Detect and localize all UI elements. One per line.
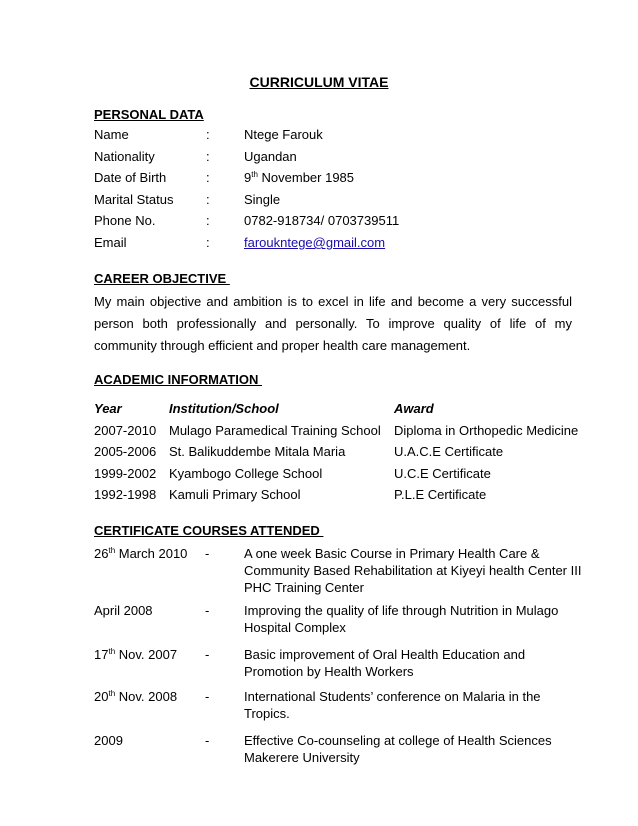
course-dash: - [205,603,210,618]
field-value: 0782-918734/ 0703739511 [244,213,400,228]
course-date-suffix: th [108,689,116,698]
cell-institution: St. Balikuddembe Mitala Maria [169,444,346,459]
personal-row-name [94,126,594,144]
course-date-rest: Nov. 2007 [115,647,178,662]
col-institution: Institution/School [169,401,279,416]
field-value: Ugandan [244,149,297,164]
field-value [244,169,354,187]
personal-data-heading: PERSONAL DATA [94,107,204,122]
page-title: CURRICULUM VITAE [249,74,389,90]
course-date-day: 17 [94,647,109,662]
course-dash: - [205,546,210,561]
field-label: Email [94,235,127,250]
course-date: 2009 [94,733,123,748]
course-date-suffix: th [108,647,116,656]
course-date [94,688,177,705]
field-label: Marital Status [94,192,174,207]
cell-year: 1992-1998 [94,487,157,502]
career-objective-text: My main objective and ambition is to excel in life and become a very successful person both professionally and personally. To improve quality of life of my community through efficient and proper health care management. [94,294,572,353]
course-date-rest: March 2010 [115,546,188,561]
cell-award: Diploma in Orthopedic Medicine [394,423,579,438]
cell-award: U.A.C.E Certificate [394,444,504,459]
cell-year: 1999-2002 [94,466,157,481]
course-date-suffix: th [108,546,116,555]
academic-info-heading: ACADEMIC INFORMATION [94,372,263,387]
field-separator: : [206,235,210,250]
course-description: Effective Co-counseling at college of Health Sciences Makerere University [244,733,552,765]
academic-header-row [94,400,594,418]
personal-row-nationality [94,148,594,166]
personal-row-phone [94,212,594,230]
field-label: Name [94,127,129,142]
cell-institution: Kyambogo College School [169,466,323,481]
field-label: Nationality [94,149,155,164]
course-dash: - [205,733,210,748]
cell-award: U.C.E Certificate [394,466,491,481]
field-value: Ntege Farouk [244,127,323,142]
email-link[interactable]: faroukntege@gmail.com [244,235,386,250]
field-separator: : [206,127,210,142]
cell-year: 2007-2010 [94,423,157,438]
course-dash: - [205,647,210,662]
field-label: Date of Birth [94,170,167,185]
cell-institution: Mulago Paramedical Training School [169,423,381,438]
dob-day: 9 [244,170,252,185]
field-separator: : [206,192,210,207]
academic-row [94,486,594,504]
academic-row [94,443,594,461]
certificate-courses-heading: CERTIFICATE COURSES ATTENDED [94,523,324,538]
personal-row-dob [94,169,594,187]
dob-suffix: th [251,170,258,179]
course-date-day: 20 [94,689,109,704]
course-date: April 2008 [94,603,153,618]
course-date-day: 26 [94,546,109,561]
course-description: Basic improvement of Oral Health Education and Promotion by Health Workers [244,647,526,679]
course-description: International Students’ conference on Malaria in the Tropics. [244,689,541,721]
personal-row-marital [94,191,594,209]
field-value: Single [244,192,281,207]
field-separator: : [206,149,210,164]
cell-institution: Kamuli Primary School [169,487,301,502]
course-date [94,545,187,562]
academic-row [94,465,594,483]
course-date [94,646,177,663]
field-separator: : [206,213,210,228]
cell-award: P.L.E Certificate [394,487,487,502]
course-description: A one week Basic Course in Primary Health Care & Community Based Rehabilitation at Kiyeyi health Center III PHC Training Center [244,546,582,595]
field-separator: : [206,170,210,185]
course-dash: - [205,689,210,704]
career-objective-heading: CAREER OBJECTIVE [94,271,230,286]
cell-year: 2005-2006 [94,444,157,459]
col-award: Award [394,401,434,416]
dob-rest: November 1985 [257,170,355,185]
col-year: Year [94,401,122,416]
course-date-rest: Nov. 2008 [115,689,178,704]
personal-row-email [94,234,594,252]
field-label: Phone No. [94,213,156,228]
course-description: Improving the quality of life through Nutrition in Mulago Hospital Complex [244,603,559,635]
academic-row [94,422,594,440]
